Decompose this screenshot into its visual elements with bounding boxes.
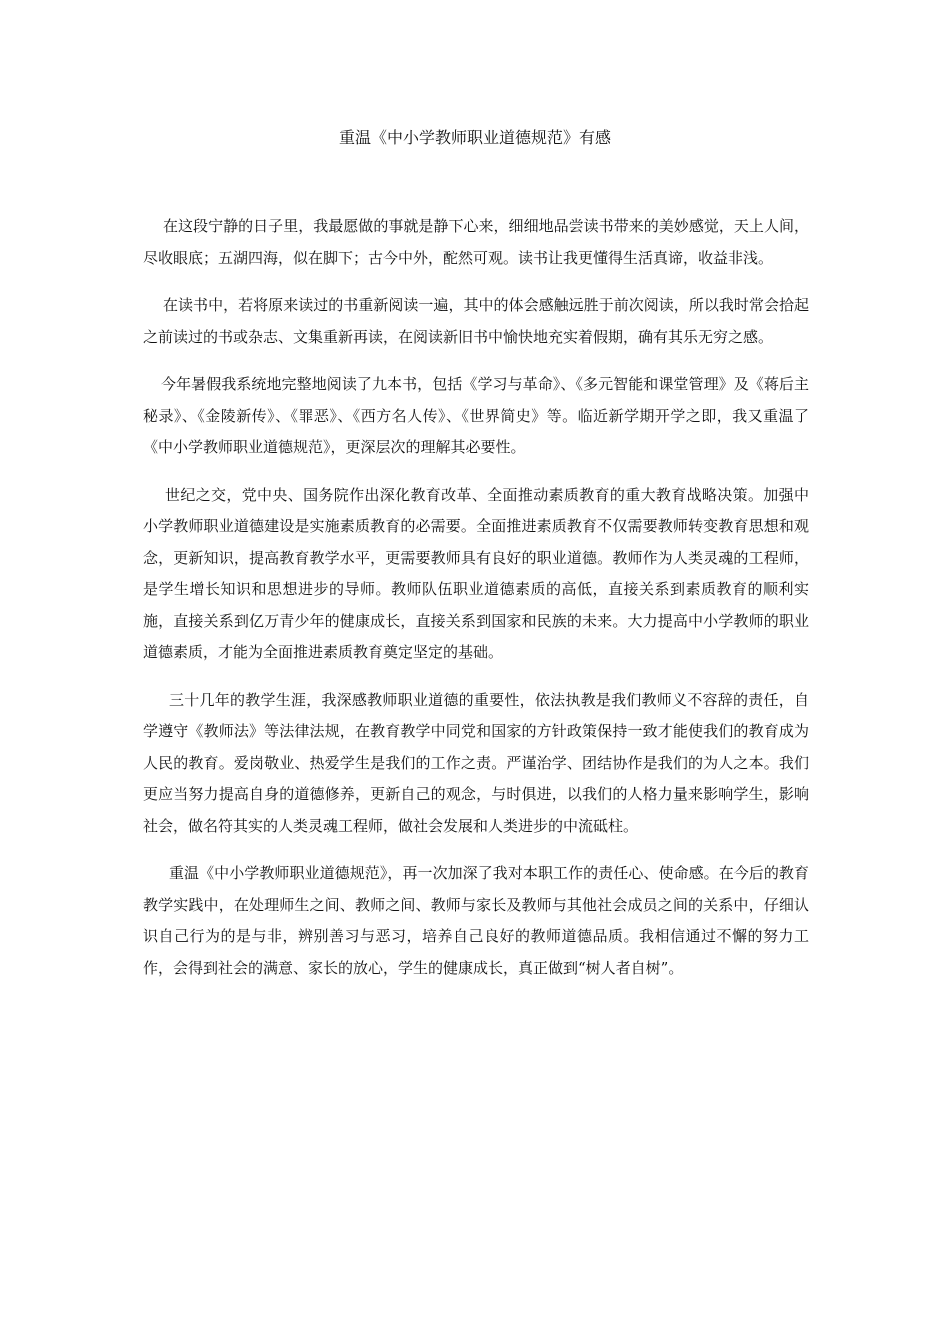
paragraph-2: 在读书中，若将原来读过的书重新阅读一遍，其中的体会感触远胜于前次阅读，所以我时常会拾起之前读过的书或杂志、文集重新再读，在阅读新旧书中愉快地充实着假期，确有其乐无穷之感。 (143, 296, 809, 346)
paragraph-6: 重温《中小学教师职业道德规范》，再一次加深了我对本职工作的责任心、使命感。在今后的教育教学实践中，在处理师生之间、教师之间、教师与家长及教师与其他社会成员之间的关系中，仔细认识自己行为的是与非，辨别善习与恶习，培养自己良好的教师道德品质。我相信通过不懈的努力工作，会得到社会的满意、家长的放心，学生的健康成长，真正做到“树人者自树”。 (143, 864, 809, 977)
document-body (143, 211, 809, 1000)
paragraph-5: 三十几年的教学生涯，我深感教师职业道德的重要性，依法执教是我们教师义不容辞的责任，自学遵守《教师法》等法律法规，在教育教学中同党和国家的方针政策保持一致才能使我们的教育成为人民的教育。爱岗敬业、热爱学生是我们的工作之责。严谨治学、团结协作是我们的为人之本。我们更应当努力提高自身的道德修养，更新自己的观念，与时俱进，以我们的人格力量来影响学生，影响社会，做名符其实的人类灵魂工程师，做社会发展和人类进步的中流砥柱。 (143, 690, 809, 835)
document-title: 重温《中小学教师职业道德规范》有感 (338, 128, 611, 147)
paragraph-4: 世纪之交，党中央、国务院作出深化教育改革、全面推动素质教育的重大教育战略决策。加强中小学教师职业道德建设是实施素质教育的必需要。全面推进素质教育不仅需要教师转变教育思想和观念，更新知识，提高教育教学水平，更需要教师具有良好的职业道德。教师作为人类灵魂的工程师，是学生增长知识和思想进步的导师。教师队伍职业道德素质的高低，直接关系到素质教育的顺利实施，直接关系到亿万青少年的健康成长，直接关系到国家和民族的未来。大力提高中小学教师的职业道德素质，才能为全面推进素质教育奠定坚定的基础。 (143, 485, 809, 661)
paragraph-3: 今年暑假我系统地完整地阅读了九本书，包括《学习与革命》、《多元智能和课堂管理》及《蒋后主秘录》、《金陵新传》、《罪恶》、《西方名人传》、《世界简史》等。临近新学期开学之即，我又重温了《中小学教师职业道德规范》，更深层次的理解其必要性。 (143, 375, 809, 456)
paragraph-1: 在这段宁静的日子里，我最愿做的事就是静下心来，细细地品尝读书带来的美妙感觉，天上人间，尽收眼底；五湖四海，似在脚下；古今中外，酡然可观。读书让我更懂得生活真谛，收益非浅。 (143, 217, 809, 267)
